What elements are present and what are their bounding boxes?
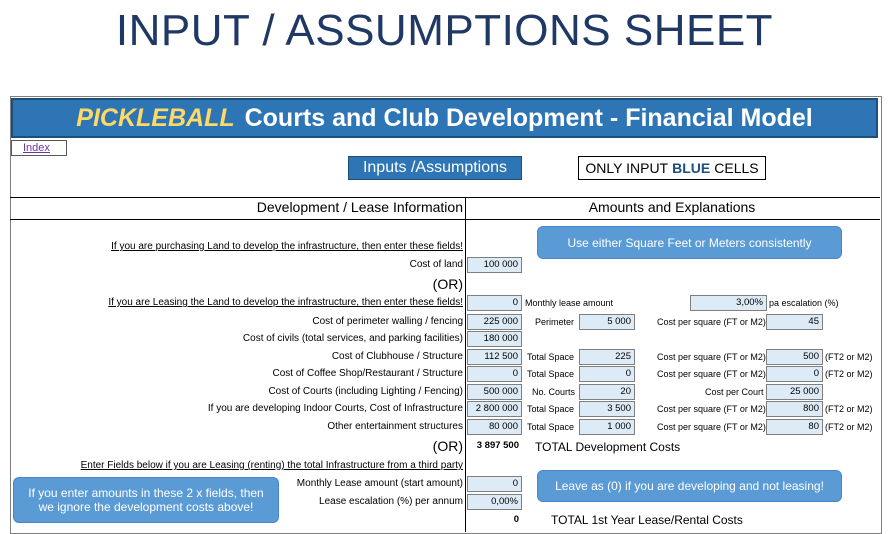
section-header-divider	[10, 219, 880, 220]
inputs-assumptions-button[interactable]: Inputs /Assumptions	[348, 156, 522, 180]
units-callout: Use either Square Feet or Meters consistently	[537, 226, 842, 259]
civils-label: Cost of civils (total services, and parking facilities)	[242, 333, 463, 344]
cost-of-land-input[interactable]: 100 000	[467, 257, 522, 273]
cost-of-land-label: Cost of land	[409, 259, 463, 270]
lease-escalation-input[interactable]: 0,00%	[467, 494, 522, 510]
section-left-header: Development / Lease Information	[256, 199, 463, 215]
total-lease-label: TOTAL 1st Year Lease/Rental Costs	[551, 513, 743, 527]
perimeter-label: Perimeter	[535, 317, 575, 327]
ent-cost-per-square-label: Cost per square (FT or M2)	[657, 422, 766, 432]
indoor-cost-input[interactable]: 2 800 000	[467, 401, 522, 417]
coffee-shop-cost-input[interactable]: 0	[467, 366, 522, 382]
coffee-total-space-input[interactable]: 0	[579, 366, 635, 382]
coffee-shop-label: Cost of Coffee Shop/Restaurant / Structure	[272, 368, 463, 379]
ent-total-space-label: Total Space	[527, 422, 575, 432]
section-top-divider	[10, 197, 880, 198]
ent-total-space-input[interactable]: 1 000	[579, 419, 635, 435]
monthly-lease-input[interactable]: 0	[467, 476, 522, 492]
coffee-cost-per-square-label: Cost per square (FT or M2)	[657, 369, 766, 379]
leave-zero-callout: Leave as (0) if you are developing and not leasing!	[537, 470, 842, 502]
club-cost-per-square-label: Cost per square (FT or M2)	[657, 352, 766, 362]
walling-input[interactable]: 225 000	[467, 314, 522, 330]
only-input-note	[578, 156, 766, 180]
coffee-total-space-label: Total Space	[527, 369, 575, 379]
lease-land-note: If you are Leasing the Land to develop the infrastructure, then enter these fields!	[108, 297, 463, 308]
no-courts-label: No. Courts	[532, 387, 576, 397]
or-label-2: (OR)	[432, 438, 463, 454]
total-development-label: TOTAL Development Costs	[535, 440, 681, 454]
club-unit-label: (FT2 or M2)	[825, 352, 873, 362]
no-courts-input[interactable]: 20	[579, 384, 635, 400]
ignore-dev-costs-callout: If you enter amounts in these 2 x fields, then we ignore the development costs above!	[13, 477, 279, 523]
escalation-input[interactable]: 3,00%	[690, 295, 767, 311]
only-input-before: ONLY INPUT	[585, 160, 669, 176]
indoor-courts-label: If you are developing Indoor Courts, Cost of Infrastructure	[207, 403, 463, 414]
total-development-value: 3 897 500	[476, 440, 519, 451]
courts-label: Cost of Courts (including Lighting / Fencing)	[268, 386, 463, 397]
indoor-cost-per-square-input[interactable]: 800	[766, 401, 823, 417]
club-total-space-input[interactable]: 225	[579, 349, 635, 365]
lease-escalation-label: Lease escalation (%) per annum	[319, 496, 463, 507]
clubhouse-cost-input[interactable]: 112 500	[467, 349, 522, 365]
perimeter-input[interactable]: 5 000	[579, 314, 635, 330]
coffee-cost-per-square-input[interactable]: 0	[766, 366, 823, 382]
courts-cost-input[interactable]: 500 000	[467, 384, 522, 400]
banner-accent: PICKLEBALL	[76, 103, 235, 132]
section-right-header: Amounts and Explanations	[588, 199, 756, 215]
total-lease-value: 0	[513, 514, 519, 525]
or-label-1: (OR)	[432, 276, 463, 292]
column-divider	[465, 197, 466, 532]
indoor-unit-label: (FT2 or M2)	[825, 404, 873, 414]
purchase-land-note: If you are purchasing Land to develop the infrastructure, then enter these fields!	[111, 241, 463, 252]
cost-per-court-label: Cost per Court	[705, 387, 764, 397]
monthly-lease-amount-label: Monthly lease amount	[525, 298, 614, 308]
indoor-cost-per-square-label: Cost per square (FT or M2)	[657, 404, 766, 414]
entertainment-label: Other entertainment structures	[327, 421, 463, 432]
lease-infrastructure-note: Enter Fields below if you are Leasing (renting) the total Infrastructure from a third party	[80, 460, 463, 471]
only-input-blue: BLUE	[672, 160, 711, 176]
walling-label: Cost of perimeter walling / fencing	[312, 316, 463, 327]
page-heading: INPUT / ASSUMPTIONS SHEET	[115, 6, 774, 55]
club-cost-per-square-input[interactable]: 500	[766, 349, 823, 365]
clubhouse-label: Cost of Clubhouse / Structure	[331, 351, 463, 362]
only-input-after: CELLS	[714, 160, 759, 176]
monthly-land-lease-input[interactable]: 0	[467, 295, 522, 311]
model-banner	[11, 98, 878, 138]
indoor-total-space-label: Total Space	[527, 404, 575, 414]
monthly-lease-label: Monthly Lease amount (start amount)	[296, 478, 463, 489]
walling-cost-per-square-input[interactable]: 45	[766, 314, 823, 330]
coffee-unit-label: (FT2 or M2)	[825, 369, 873, 379]
civils-input[interactable]: 180 000	[467, 331, 522, 347]
club-total-space-label: Total Space	[527, 352, 575, 362]
ent-unit-label: (FT2 or M2)	[825, 422, 873, 432]
ent-cost-per-square-input[interactable]: 80	[766, 419, 823, 435]
walling-cost-per-square-label: Cost per square (FT or M2)	[657, 317, 766, 327]
banner-title: Courts and Club Development - Financial Model	[244, 103, 813, 132]
pa-escalation-label: pa escalation (%)	[769, 298, 839, 308]
cost-per-court-input[interactable]: 25 000	[766, 384, 823, 400]
indoor-total-space-input[interactable]: 3 500	[579, 401, 635, 417]
index-link[interactable]: Index	[11, 140, 67, 156]
entertainment-cost-input[interactable]: 80 000	[467, 419, 522, 435]
